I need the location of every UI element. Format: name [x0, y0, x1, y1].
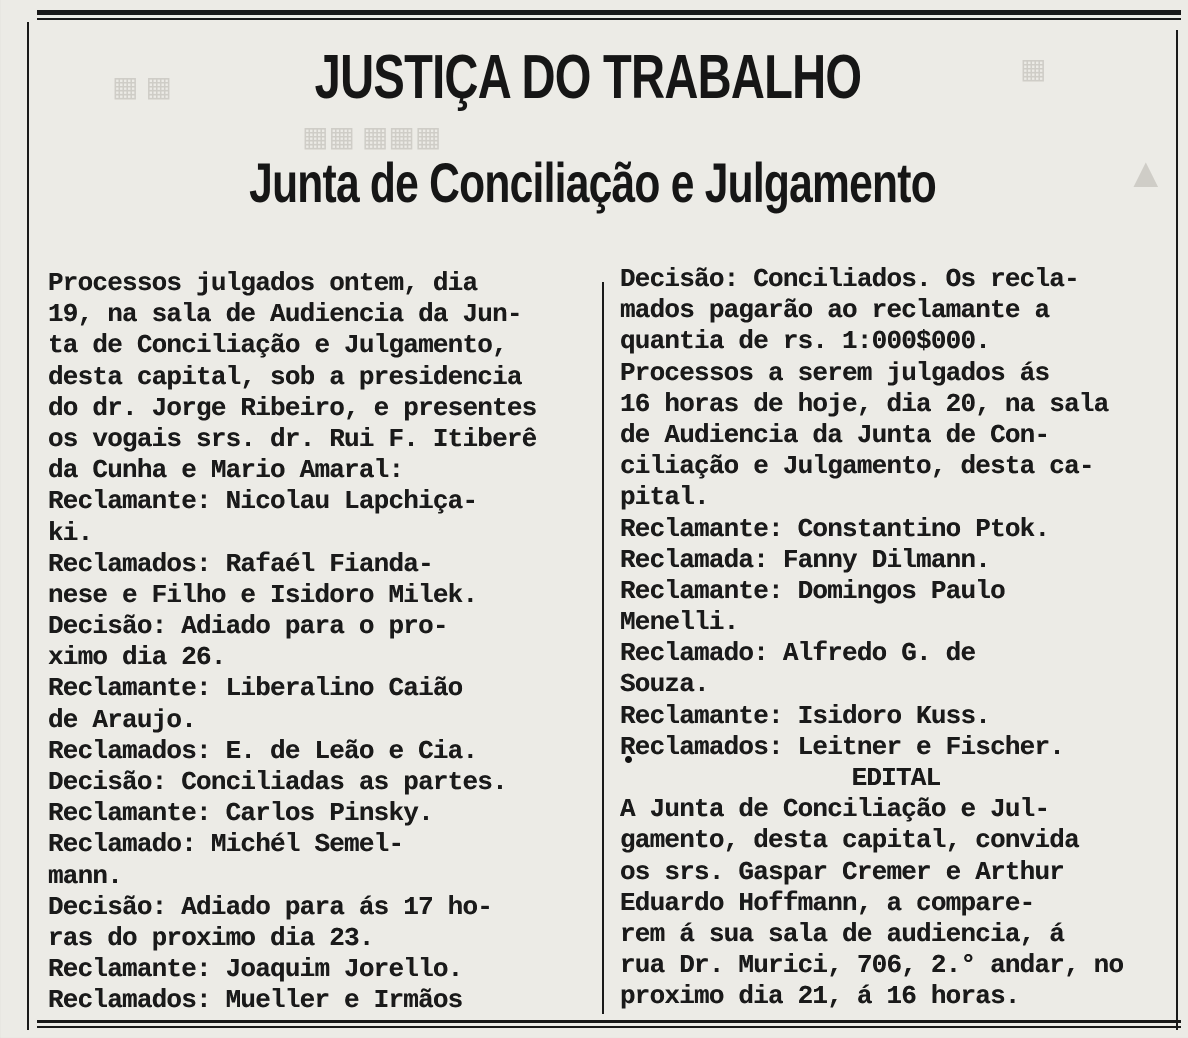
article-line: Reclamante: Liberalino Caião — [48, 673, 463, 704]
article-line: Reclamado: Michél Semel- — [48, 829, 404, 860]
article-line: mados pagarão ao reclamante a — [620, 295, 1050, 326]
article-line: nese e Filho e Isidoro Milek. — [48, 579, 478, 610]
top-rule — [37, 18, 1181, 20]
article-line: Reclamante: Nicolau Lapchiça- — [48, 486, 478, 517]
left-border — [27, 22, 29, 1030]
article-line: ki. — [48, 517, 93, 548]
article-line: Reclamante: Domingos Paulo — [620, 575, 1005, 606]
subheadline: Junta de Conciliação e Julgamento — [249, 151, 936, 214]
article-line: Decisão: Conciliados. Os recla- — [620, 264, 1079, 294]
article-line: de Araujo. — [48, 704, 197, 735]
article-line: Processos a serem julgados ás — [620, 357, 1050, 388]
article-line: os vogais srs. dr. Rui F. Itiberê — [48, 423, 537, 454]
bleed-through-mark: ▦ ▦ — [112, 72, 172, 103]
article-line: da Cunha e Mario Amaral: — [48, 455, 404, 486]
article-line: Reclamante: Isidoro Kuss. — [620, 700, 991, 731]
article-line: ras do proximo dia 23. — [48, 922, 374, 953]
article-line: Reclamada: Fanny Dilmann. — [620, 544, 991, 575]
article-line: Reclamados: E. de Leão e Cia. — [48, 735, 478, 766]
article-line: mann. — [48, 860, 123, 891]
bleed-through-mark: ▦ — [1020, 54, 1047, 85]
article-line: rem á sua sala de audiencia, á — [620, 918, 1065, 949]
right-article-column — [620, 264, 1172, 1013]
article-line: A Junta de Conciliação e Jul- — [620, 794, 1050, 825]
article-line: 19, na sala de Audiencia da Jun- — [48, 299, 522, 330]
article-line: Decisão: Conciliadas as partes. — [48, 767, 507, 797]
article-line: ciliação e Julgamento, desta ca- — [620, 451, 1094, 482]
article-line: proximo dia 21, á 16 horas. — [620, 981, 1020, 1012]
article-line: Reclamados: Mueller e Irmãos — [48, 985, 463, 1016]
edital-heading: EDITAL — [851, 763, 941, 793]
article-line: do dr. Jorge Ribeiro, e presentes — [48, 392, 537, 423]
article-line: Reclamante: Carlos Pinsky. — [48, 798, 433, 829]
article-line: ximo dia 26. — [48, 642, 226, 673]
column-divider — [602, 282, 604, 1014]
right-border — [1176, 30, 1178, 1030]
article-line: Decisão: Adiado para o pro- — [48, 611, 448, 642]
top-rule — [37, 10, 1181, 15]
headline: JUSTIÇA DO TRABALHO — [314, 43, 862, 112]
article-line: Menelli. — [620, 607, 739, 638]
article-line: Souza. — [620, 669, 709, 700]
bottom-rule — [37, 1026, 1181, 1028]
article-line: Reclamados: Rafaél Fianda- — [48, 548, 433, 579]
article-line: Reclamados: Leitner e Fischer. — [620, 731, 1065, 762]
bottom-rule — [37, 1020, 1181, 1023]
bleed-through-mark: ▦▦ ▦▦▦ — [302, 122, 442, 153]
bleed-through-mark: ▲ — [1125, 151, 1167, 197]
article-line: pital. — [620, 482, 709, 513]
article-line: gamento, desta capital, convida — [620, 825, 1079, 856]
article-line: Eduardo Hoffmann, a compare- — [620, 887, 1035, 918]
left-article-column — [48, 268, 588, 1017]
article-line: quantia de rs. 1:000$000. — [620, 326, 991, 357]
article-line: Processos julgados ontem, dia — [48, 268, 478, 298]
article-line: Reclamante: Constantino Ptok. — [620, 513, 1050, 544]
article-line: Reclamado: Alfredo G. de — [620, 638, 976, 669]
article-line: ta de Conciliação e Julgamento, — [48, 330, 507, 361]
article-line: de Audiencia da Junta de Con- — [620, 419, 1050, 450]
article-line: Decisão: Adiado para ás 17 ho- — [48, 891, 493, 922]
article-line: rua Dr. Murici, 706, 2.° andar, no — [620, 950, 1124, 981]
article-line: desta capital, sob a presidencia — [48, 361, 522, 392]
article-line: 16 horas de hoje, dia 20, na sala — [620, 388, 1109, 419]
article-line: Reclamante: Joaquim Jorello. — [48, 954, 463, 985]
article-line: os srs. Gaspar Cremer e Arthur — [620, 856, 1065, 887]
